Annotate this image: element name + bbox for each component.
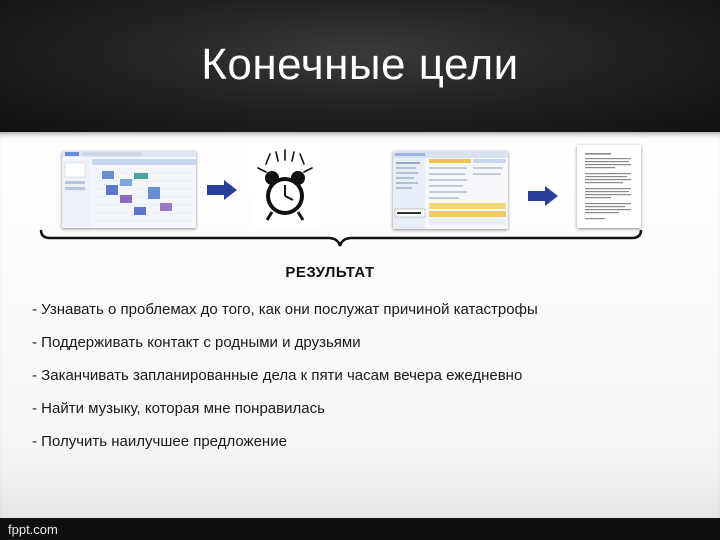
alarm-clock-icon bbox=[252, 148, 318, 228]
document-page-icon bbox=[577, 145, 641, 228]
result-bracket bbox=[38, 226, 644, 259]
slide-title: Конечные цели bbox=[201, 40, 519, 89]
arrow-right-icon bbox=[528, 186, 558, 211]
footer-text: fppt.com bbox=[8, 522, 58, 537]
list-item: - Поддерживать контакт с родными и друзьями bbox=[32, 334, 361, 351]
list-item: - Найти музыку, которая мне понравилась bbox=[32, 400, 325, 417]
list-item: - Получить наилучшее предложение bbox=[32, 433, 287, 450]
list-item: - Заканчивать запланированные дела к пяти часам вечера ежедневно bbox=[32, 367, 523, 384]
email-inbox-screenshot-icon bbox=[393, 151, 508, 229]
result-heading: РЕЗУЛЬТАТ bbox=[285, 264, 375, 281]
list-item: - Узнавать о проблемах до того, как они послужат причиной катастрофы bbox=[32, 301, 538, 318]
calendar-screenshot-icon bbox=[62, 151, 196, 228]
arrow-right-icon bbox=[207, 180, 237, 205]
header-band bbox=[0, 0, 720, 132]
goals-list bbox=[32, 300, 538, 465]
footer-band bbox=[0, 518, 720, 540]
